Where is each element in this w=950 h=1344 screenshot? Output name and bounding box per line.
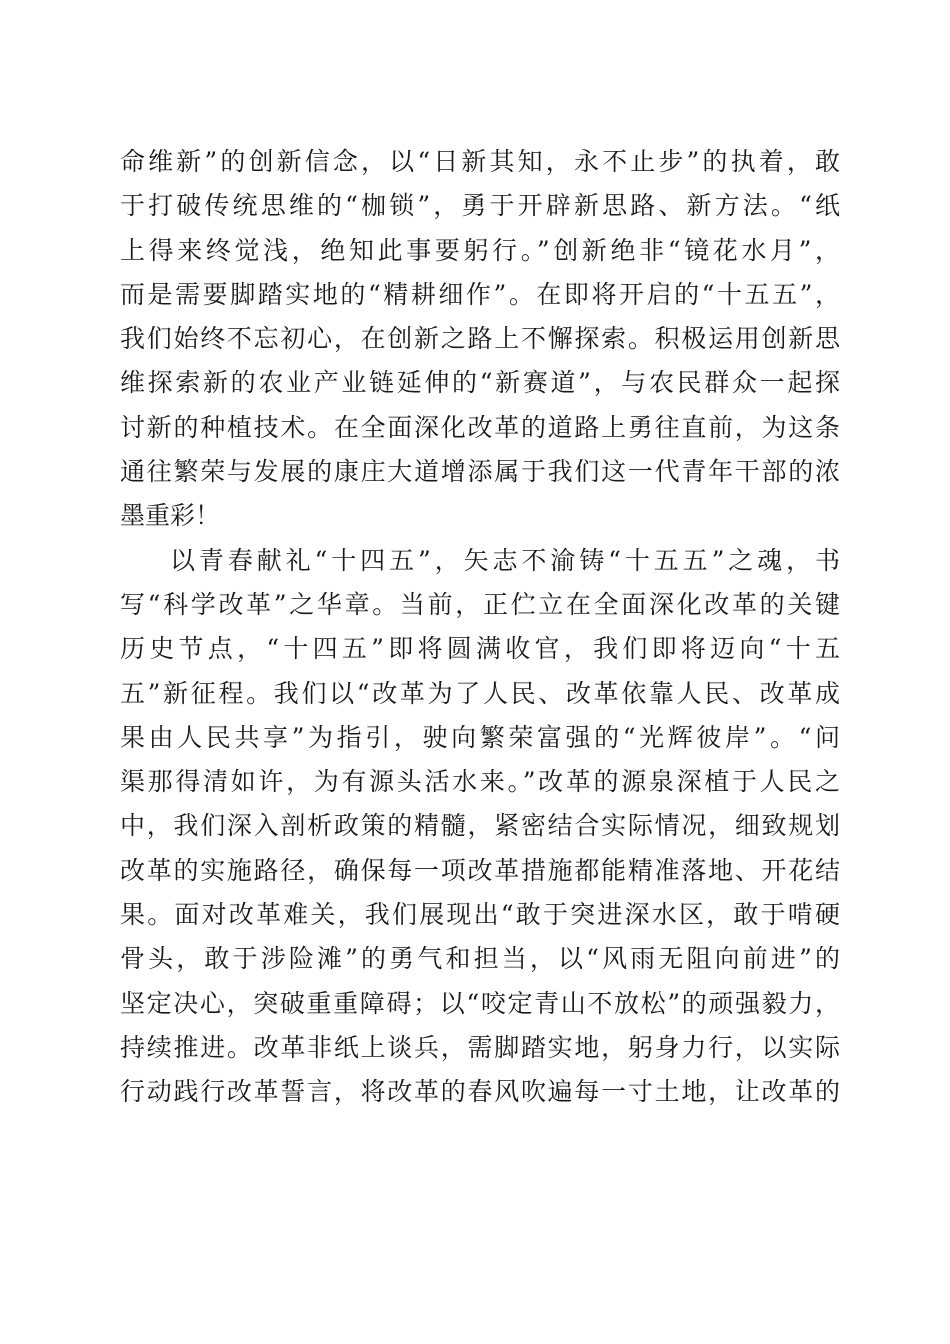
text-line: 墨重彩！	[120, 501, 221, 531]
text-line: 果由人民共享”为指引，驶向繁荣富强的“光辉彼岸”。“问	[120, 722, 840, 752]
text-line: 而是需要脚踏实地的“精耕细作”。在即将开启的“十五五”，	[120, 279, 840, 309]
text-line: 上得来终觉浅，绝知此事要躬行。”创新绝非“镜花水月”，	[120, 235, 840, 265]
text-line: 以青春献礼“十四五”，矢志不渝铸“十五五”之魂，书	[170, 545, 840, 575]
text-line: 骨头，敢于涉险滩”的勇气和担当，以“风雨无阻向前进”的	[120, 944, 840, 974]
text-line: 渠那得清如许，为有源头活水来。”改革的源泉深植于人民之	[120, 767, 840, 797]
document-body	[120, 140, 840, 1115]
text-line: 我们始终不忘初心，在创新之路上不懈探索。积极运用创新思	[120, 324, 840, 354]
text-line: 坚定决心，突破重重障碍；以“咬定青山不放松”的顽强毅力，	[120, 988, 840, 1018]
text-line: 中，我们深入剖析政策的精髓，紧密结合实际情况，细致规划	[120, 811, 840, 841]
text-line: 命维新”的创新信念，以“日新其知，永不止步”的执着，敢	[120, 147, 840, 176]
text-line: 于打破传统思维的“枷锁”，勇于开辟新思路、新方法。“纸	[120, 191, 840, 221]
text-line: 五”新征程。我们以“改革为了人民、改革依靠人民、改革成	[120, 678, 840, 708]
paragraph-1	[120, 140, 840, 539]
text-line: 持续推进。改革非纸上谈兵，需脚踏实地，躬身力行，以实际	[120, 1032, 840, 1062]
text-line: 行动践行改革誓言，将改革的春风吹遍每一寸土地，让改革的	[120, 1077, 840, 1107]
text-line: 通往繁荣与发展的康庄大道增添属于我们这一代青年干部的浓	[120, 457, 840, 487]
text-line: 改革的实施路径，确保每一项改革措施都能精准落地、开花结	[120, 855, 840, 885]
text-line: 历史节点，“十四五”即将圆满收官，我们即将迈向“十五	[120, 634, 840, 664]
paragraph-2	[120, 539, 840, 1115]
text-line: 维探索新的农业产业链延伸的“新赛道”，与农民群众一起探	[120, 368, 840, 398]
text-line: 讨新的种植技术。在全面深化改革的道路上勇往直前，为这条	[120, 412, 840, 442]
text-line: 果。面对改革难关，我们展现出“敢于突进深水区，敢于啃硬	[120, 900, 840, 930]
text-line: 写“科学改革”之华章。当前，正伫立在全面深化改革的关键	[120, 589, 840, 619]
